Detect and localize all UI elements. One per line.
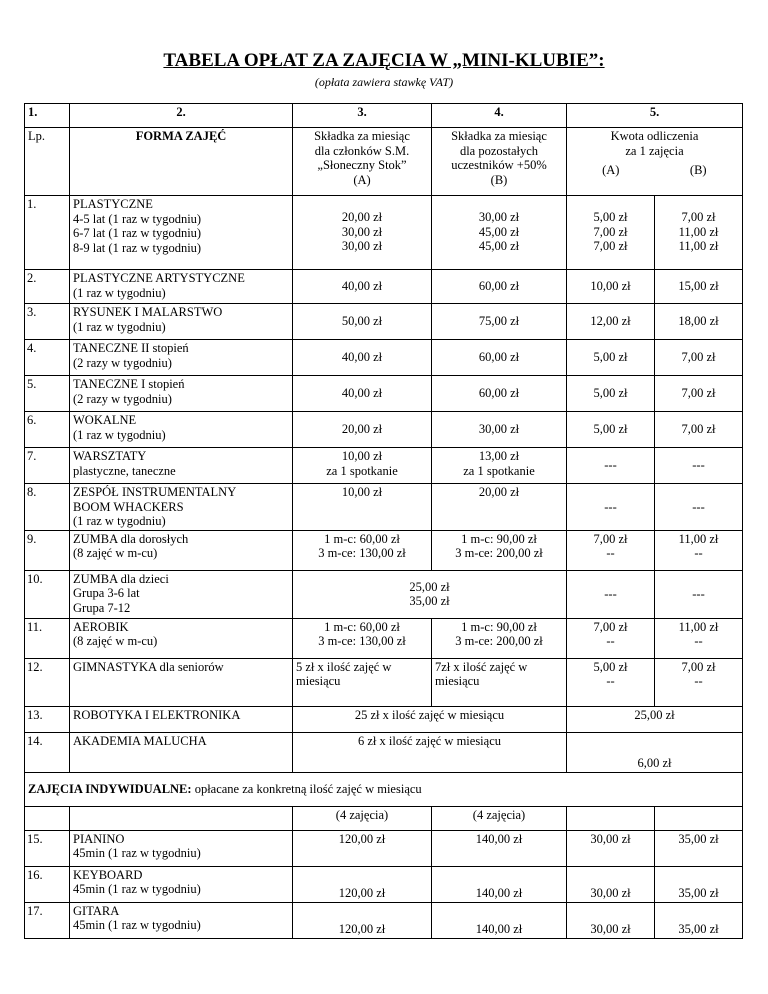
row-deduction-a: --- [567,484,655,531]
row-fee-members: 10,00 zł za 1 spotkanie [293,448,432,484]
row-deduction-b: 18,00 zł [655,304,743,340]
row-deduction-b: 7,00 zł [655,412,743,448]
row-fee-members: 20,00 zł 30,00 zł 30,00 zł [293,196,432,270]
row-deduction-a: 30,00 zł [567,902,655,938]
row-lp: 11. [25,618,70,658]
row-deduction-b: 11,00 zł -- [655,530,743,570]
row-fee-members: 20,00 zł [293,412,432,448]
row-lp: 5. [25,376,70,412]
row-deduction-a: 10,00 zł [567,270,655,304]
row-fee-others: 7zł x ilość zajęć w miesiącu [432,658,567,706]
row-name: AKADEMIA MALUCHA [70,732,293,772]
row-lp: 4. [25,340,70,376]
row-deduction-a: 12,00 zł [567,304,655,340]
row-fee-members: 1 m-c: 60,00 zł 3 m-ce: 130,00 zł [293,618,432,658]
row-deduction-combined: 6,00 zł [567,732,743,772]
fees-table [24,103,743,939]
row-deduction-b: 7,00 zł [655,376,743,412]
empty-cell [567,806,655,830]
row-fee-members: 10,00 zł [293,484,432,531]
row-fee-others: 30,00 zł [432,412,567,448]
individual-rows [25,830,743,938]
col-number: 1. [25,104,70,128]
row-deduction-a: 5,00 zł 7,00 zł 7,00 zł [567,196,655,270]
fee-row [25,570,743,618]
row-deduction-a: --- [567,448,655,484]
fee-row [25,484,743,531]
row-fee-members: 40,00 zł [293,270,432,304]
row-deduction-a: 5,00 zł -- [567,658,655,706]
row-fee-others: 60,00 zł [432,340,567,376]
row-lp: 10. [25,570,70,618]
header-members: Składka za miesiąc dla członków S.M. „Słoneczny Stok” (A) [293,128,432,196]
row-name: TANECZNE II stopień (2 razy w tygodniu) [70,340,293,376]
fee-row [25,196,743,270]
row-deduction-b: 35,00 zł [655,830,743,866]
row-name: PLASTYCZNE ARTYSTYCZNE (1 raz w tygodniu) [70,270,293,304]
row-fee-others: 1 m-c: 90,00 zł 3 m-ce: 200,00 zł [432,530,567,570]
row-deduction-b: 7,00 zł 11,00 zł 11,00 zł [655,196,743,270]
header-ded-b: (B) [689,163,707,177]
row-fee-others: 140,00 zł [432,902,567,938]
fee-row [25,618,743,658]
individual-header [25,772,743,806]
row-deduction-b: --- [655,570,743,618]
row-fee-others: 140,00 zł [432,866,567,902]
row-deduction-b: 15,00 zł [655,270,743,304]
individual-header-row [25,772,743,806]
individual-text: opłacane za konkretną ilość zajęć w miesiącu [191,781,422,796]
row-lp: 15. [25,830,70,866]
fee-row [25,732,743,772]
row-name: WARSZTATY plastyczne, taneczne [70,448,293,484]
row-name: TANECZNE I stopień (2 razy w tygodniu) [70,376,293,412]
row-lp: 12. [25,658,70,706]
row-fee-members: 50,00 zł [293,304,432,340]
fee-row [25,340,743,376]
row-lp: 9. [25,530,70,570]
row-fee-others: 60,00 zł [432,270,567,304]
empty-cell [25,806,70,830]
header-forma: FORMA ZAJĘĆ [70,128,293,196]
page-subtitle: (opłata zawiera stawkę VAT) [314,75,454,89]
header-deduction-cols [567,163,742,178]
row-deduction-b: 35,00 zł [655,866,743,902]
row-deduction-b: 7,00 zł -- [655,658,743,706]
row-name: ZESPÓŁ INSTRUMENTALNY BOOM WHACKERS (1 raz w tygodniu) [70,484,293,531]
row-fee-others: 140,00 zł [432,830,567,866]
individual-sub-b: (4 zajęcia) [432,806,567,830]
row-lp: 7. [25,448,70,484]
fee-row [25,412,743,448]
col-number: 3. [293,104,432,128]
row-fee-members: 5 zł x ilość zajęć w miesiącu [293,658,432,706]
header-ded-a: (A) [602,163,620,177]
col-number: 5. [567,104,743,128]
row-fee-members: 40,00 zł [293,376,432,412]
empty-cell [70,806,293,830]
individual-label: ZAJĘCIA INDYWIDUALNE: [28,781,192,796]
row-deduction-a: 30,00 zł [567,866,655,902]
row-fee-others: 1 m-c: 90,00 zł 3 m-ce: 200,00 zł [432,618,567,658]
header-deduction [567,128,743,196]
individual-sub-a: (4 zajęcia) [293,806,432,830]
row-name: WOKALNE (1 raz w tygodniu) [70,412,293,448]
row-lp: 14. [25,732,70,772]
fee-row [25,706,743,732]
fee-row [25,304,743,340]
fees-rows [25,196,743,773]
row-fee-others: 60,00 zł [432,376,567,412]
individual-row [25,902,743,938]
row-fee-members: 40,00 zł [293,340,432,376]
row-name: ROBOTYKA I ELEKTRONIKA [70,706,293,732]
row-name: GITARA 45min (1 raz w tygodniu) [70,902,293,938]
fee-row [25,270,743,304]
header-row [25,128,743,196]
row-fee-members: 120,00 zł [293,830,432,866]
row-deduction-a: 5,00 zł [567,340,655,376]
fee-row [25,658,743,706]
header-deduction-label: Kwota odliczenia za 1 zajęcia [610,129,699,158]
row-deduction-b: 7,00 zł [655,340,743,376]
page-title: TABELA OPŁAT ZA ZAJĘCIA W „MINI-KLUBIE”: [163,50,605,71]
row-deduction-a: 5,00 zł [567,376,655,412]
column-number-row [25,104,743,128]
row-deduction-a: 5,00 zł [567,412,655,448]
row-fee-members: 1 m-c: 60,00 zł 3 m-ce: 130,00 zł [293,530,432,570]
row-fee-members: 120,00 zł [293,902,432,938]
row-deduction-b: 35,00 zł [655,902,743,938]
fee-row [25,376,743,412]
row-name: PIANINO 45min (1 raz w tygodniu) [70,830,293,866]
row-lp: 1. [25,196,70,270]
row-name: ZUMBA dla dorosłych (8 zajęć w m-cu) [70,530,293,570]
row-lp: 17. [25,902,70,938]
row-name: RYSUNEK I MALARSTWO (1 raz w tygodniu) [70,304,293,340]
row-deduction-b: --- [655,484,743,531]
empty-cell [655,806,743,830]
col-number: 2. [70,104,293,128]
row-deduction-a: 7,00 zł -- [567,530,655,570]
row-deduction-a: 30,00 zł [567,830,655,866]
row-fee-others: 20,00 zł [432,484,567,531]
row-lp: 8. [25,484,70,531]
header-others: Składka za miesiąc dla pozostałych uczestników +50% (B) [432,128,567,196]
individual-subheader-row [25,806,743,830]
row-lp: 13. [25,706,70,732]
row-fee-members: 120,00 zł [293,866,432,902]
row-fee-combined: 25,00 zł 35,00 zł [293,570,567,618]
row-deduction-a: 7,00 zł -- [567,618,655,658]
row-deduction-b: 11,00 zł -- [655,618,743,658]
fee-row [25,530,743,570]
row-lp: 3. [25,304,70,340]
row-name: PLASTYCZNE 4-5 lat (1 raz w tygodniu) 6-7 lat (1 raz w tygodniu) 8-9 lat (1 raz w tygodniu) [70,196,293,270]
row-name: ZUMBA dla dzieci Grupa 3-6 lat Grupa 7-12 [70,570,293,618]
individual-row [25,830,743,866]
row-name: KEYBOARD 45min (1 raz w tygodniu) [70,866,293,902]
row-fee-others: 13,00 zł za 1 spotkanie [432,448,567,484]
row-fee-combined: 25 zł x ilość zajęć w miesiącu [293,706,567,732]
header-lp: Lp. [25,128,70,196]
row-lp: 16. [25,866,70,902]
fee-row [25,448,743,484]
row-deduction-combined: 25,00 zł [567,706,743,732]
row-deduction-b: --- [655,448,743,484]
row-fee-combined: 6 zł x ilość zajęć w miesiącu [293,732,567,772]
col-number: 4. [432,104,567,128]
row-deduction-a: --- [567,570,655,618]
row-lp: 6. [25,412,70,448]
row-fee-others: 30,00 zł 45,00 zł 45,00 zł [432,196,567,270]
row-name: GIMNASTYKA dla seniorów [70,658,293,706]
individual-row [25,866,743,902]
row-name: AEROBIK (8 zajęć w m-cu) [70,618,293,658]
row-fee-others: 75,00 zł [432,304,567,340]
row-lp: 2. [25,270,70,304]
